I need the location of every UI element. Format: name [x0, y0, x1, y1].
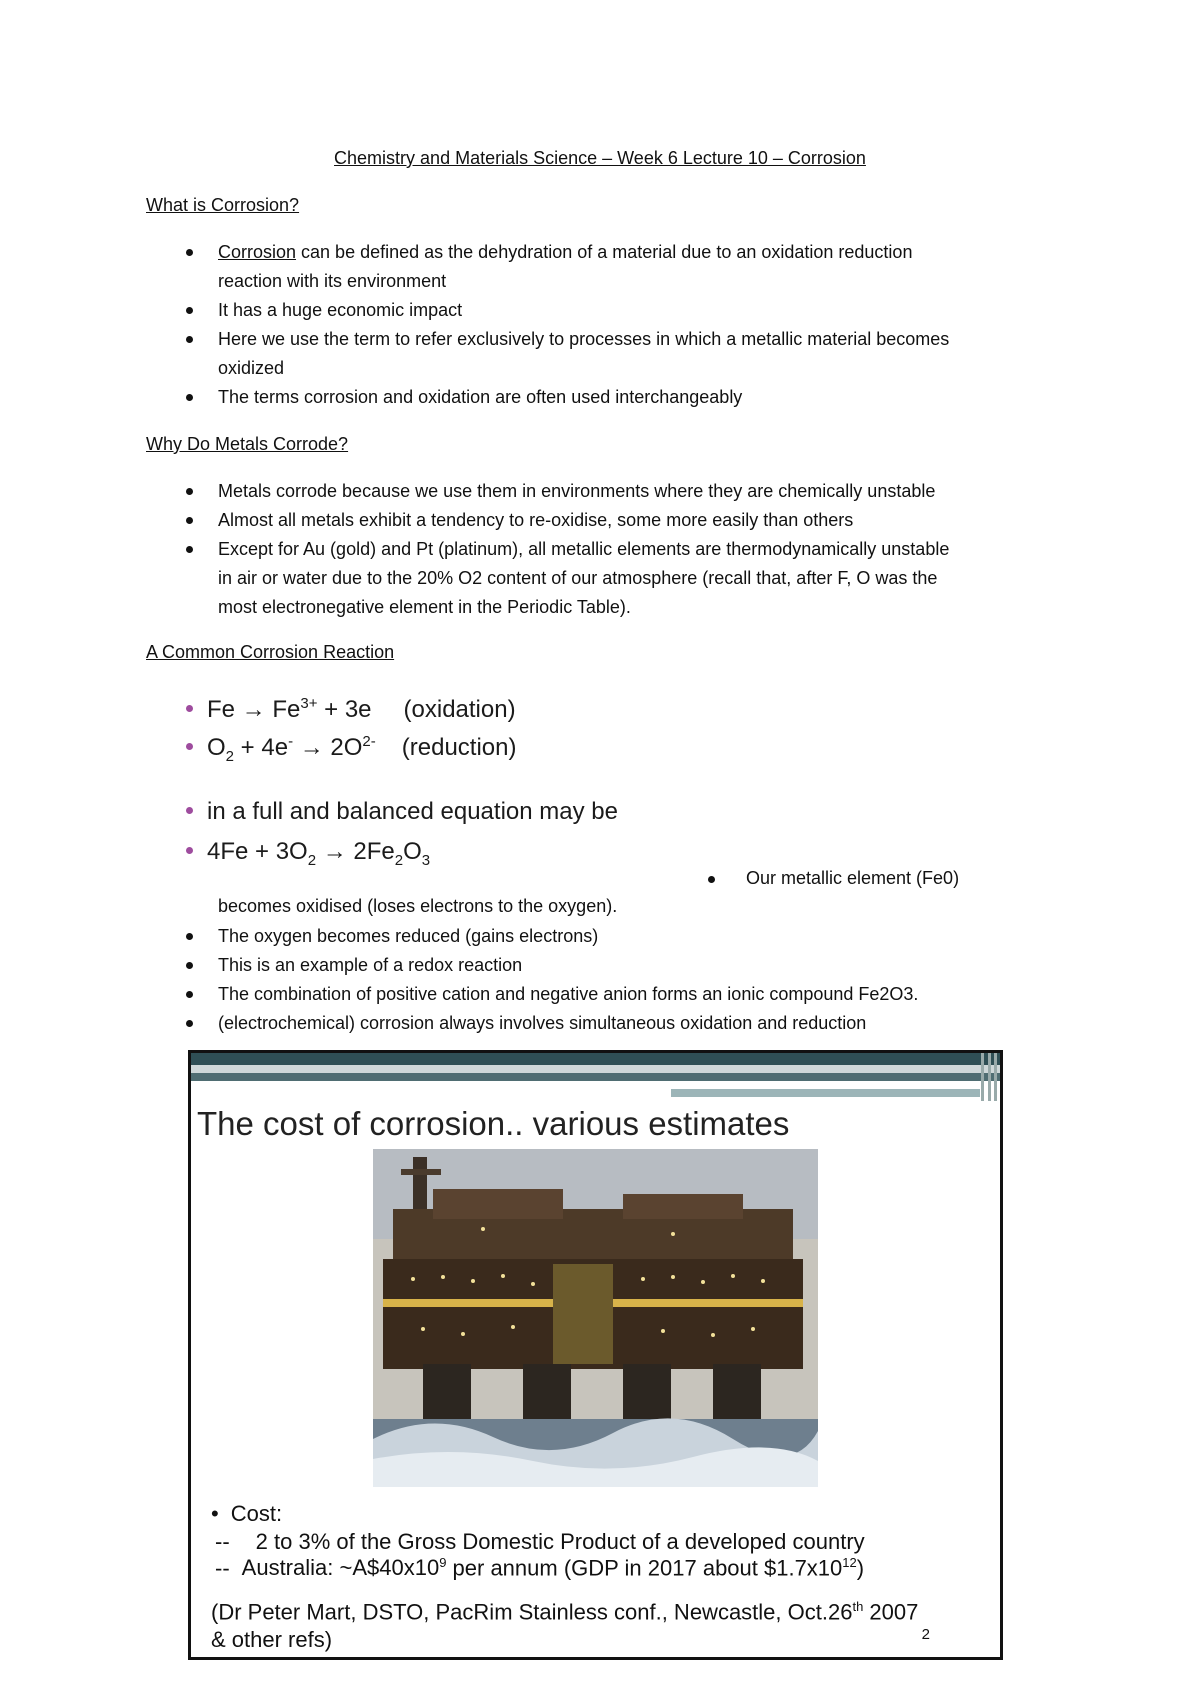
list-item: Except for Au (gold) and Pt (platinum), all metallic elements are thermodynamically unstable in air or water due to the 20% O2 content of our atmosphere (recall that, after F, O was the most electronegative element in the Periodic Table).: [186, 535, 1066, 622]
offshore-platform-photo: [373, 1149, 818, 1487]
slide-header-bar: [191, 1065, 1000, 1073]
slide-reference: (Dr Peter Mart, DSTO, PacRim Stainless conf., Newcastle, Oct.26th 2007: [211, 1599, 919, 1625]
offshore-platform-image: [373, 1149, 818, 1487]
heading-why-metals-corrode: Why Do Metals Corrode?: [146, 434, 349, 454]
list-why-metals-corrode: [186, 477, 1066, 622]
bullet-icon: [186, 743, 193, 750]
side-item-continuation: becomes oxidised (loses electrons to the oxygen).: [218, 896, 618, 916]
reaction-balanced-intro: in a full and balanced equation may be: [186, 798, 618, 826]
slide-page-number: 2: [921, 1626, 930, 1643]
side-list-item: Our metallic element (Fe0): [708, 868, 959, 889]
heading-common-corrosion-reaction: A Common Corrosion Reaction: [146, 642, 395, 662]
list-item: The terms corrosion and oxidation are often used interchangeably: [186, 383, 1066, 412]
list-item: Almost all metals exhibit a tendency to re-oxidise, some more easily than others: [186, 506, 1066, 535]
cost-line-australia: -- Australia: $\sim A\$40x10^9$ per annum (GDP in 2017 about $\$1.7x10^{12}$): [215, 1555, 865, 1581]
page-title: Chemistry and Materials Science – Week 6 Lecture 10 – Corrosion: [334, 148, 866, 168]
heading-what-is-corrosion: What is Corrosion?: [146, 195, 300, 215]
list-item: Metals corrode because we use them in environments where they are chemically unstable: [186, 477, 1066, 506]
slide-header-bar: [191, 1053, 1000, 1065]
list-item: (electrochemical) corrosion always involves simultaneous oxidation and reduction: [186, 1009, 1066, 1038]
slide-header-bar: [671, 1089, 980, 1097]
list-reaction-notes: [186, 922, 1066, 1038]
list-what-is-corrosion: [186, 238, 1066, 412]
list-item: It has a huge economic impact: [186, 296, 1066, 325]
list-item: The oxygen becomes reduced (gains electrons): [186, 922, 1066, 951]
slide-decoration: [988, 1053, 991, 1101]
bullet-icon: [186, 807, 193, 814]
slide-decoration: [981, 1053, 984, 1101]
cost-heading: • Cost:: [211, 1501, 283, 1526]
slide-reference-cont: & other refs): [211, 1627, 333, 1652]
cost-line-gdp: -- 2 to 3% of the Gross Domestic Product of a developed country: [215, 1529, 865, 1554]
reaction-reduction: $O_2 + 4e^- \to 2O^{2-}$ (reduction): [186, 733, 516, 765]
slide-header-bar: [191, 1073, 1000, 1081]
list-item: The combination of positive cation and negative anion forms an ionic compound Fe2O3.: [186, 980, 1066, 1009]
slide-title: The cost of corrosion.. various estimates: [197, 1105, 790, 1142]
list-item: Here we use the term to refer exclusively to processes in which a metallic material becomes oxidized: [186, 325, 1066, 383]
reaction-balanced: $4Fe + 3O_2 \to 2Fe_2O_3$: [186, 838, 430, 869]
list-item: Corrosion can be defined as the dehydration of a material due to an oxidation reduction reaction with its environment: [186, 238, 1066, 296]
bullet-icon: [186, 705, 193, 712]
reaction-oxidation: $Fe \to Fe^{3+} + 3e$ (oxidation): [186, 695, 516, 724]
bullet-icon: [186, 847, 193, 854]
embedded-slide: [188, 1050, 1003, 1660]
slide-decoration: [994, 1053, 997, 1101]
list-item: This is an example of a redox reaction: [186, 951, 1066, 980]
